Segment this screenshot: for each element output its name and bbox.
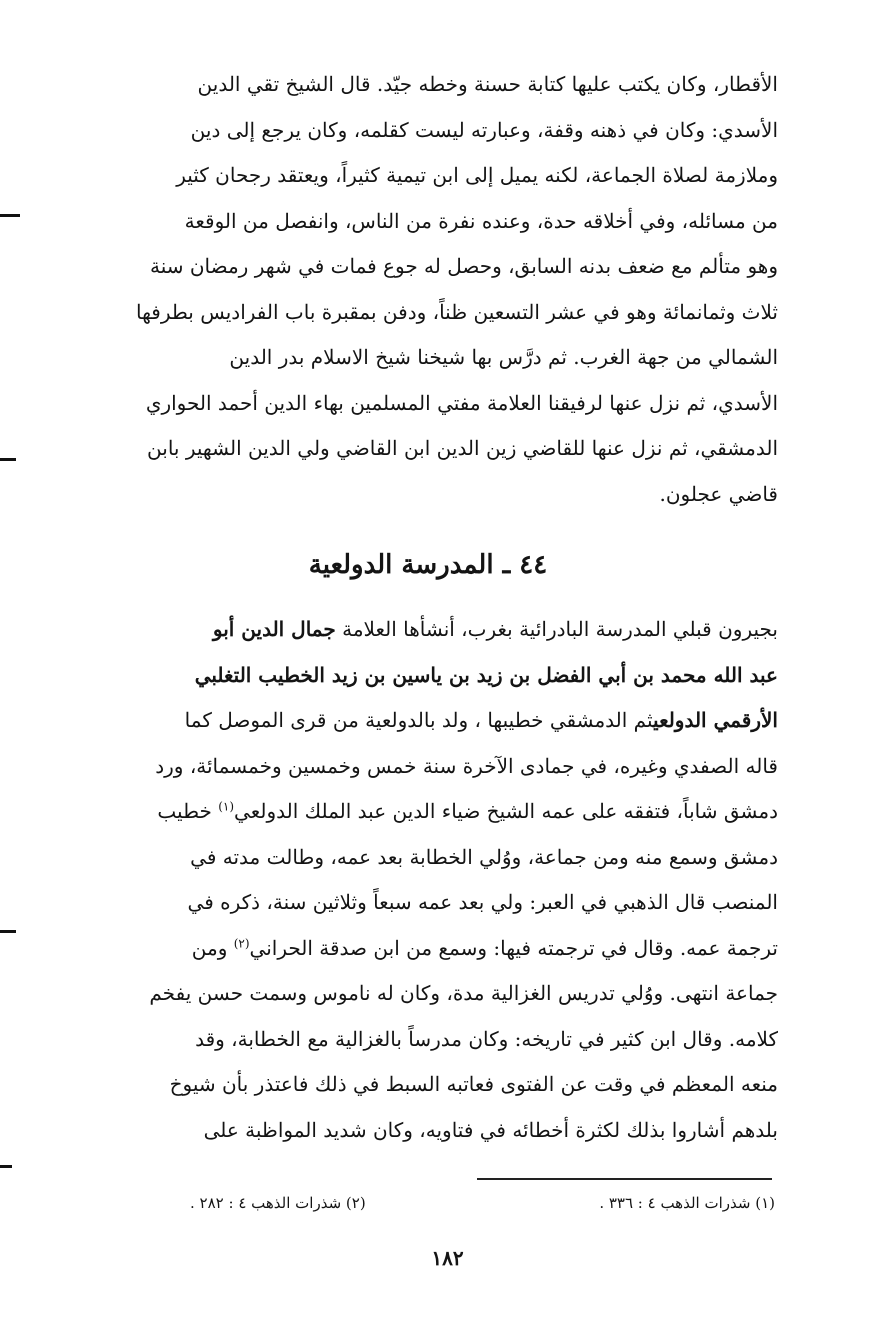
- bold-name: الأرقمي الدولعي: [653, 708, 778, 732]
- text-line: الأقطار، وكان يكتب عليها كتابة حسنة وخطه جيّد. قال الشيخ تقي الدين: [197, 72, 778, 96]
- text-line: الأسدي، ثم نزل عنها لرفيقنا العلامة مفتي المسلمين بهاء الدين أحمد الحواري: [145, 390, 778, 415]
- text-run: ومن: [191, 935, 234, 960]
- paragraph-continuation: [78, 62, 778, 517]
- text-line: من مسائله، وفي أخلاقه حدة، وعنده نفرة من الناس، وانفصل من الوقعة: [184, 208, 778, 233]
- section-heading: ٤٤ ـ المدرسة الدولعية: [308, 550, 548, 580]
- bold-name: جمال الدين أبو: [212, 617, 336, 641]
- margin-tick-mark: [0, 214, 20, 217]
- text-run: ترجمة عمه. وقال في ترجمته فيها: وسمع من ابن صدقة الحراني: [249, 935, 778, 960]
- page-number: ١٨٢: [431, 1246, 464, 1270]
- footnote-ref-2[interactable]: (٢): [233, 935, 250, 950]
- footnote-2: (٢) شذرات الذهب ٤ : ٢٨٢ .: [190, 1194, 366, 1212]
- margin-tick-mark: [0, 930, 16, 933]
- text-run: خطيب: [157, 799, 219, 823]
- text-line: [78, 789, 778, 835]
- footnote-ref-1[interactable]: (١): [218, 799, 235, 814]
- footnotes: [190, 1188, 775, 1222]
- margin-tick-mark: [0, 458, 16, 461]
- text-line: الدمشقي، ثم نزل عنها للقاضي زين الدين ابن القاضي ولي الدين الشهير بابن: [147, 436, 778, 460]
- section-body: [78, 607, 778, 1153]
- text-line: المنصب قال الذهبي في العبر: ولي بعد عمه سبعاً وثلاثين سنة، ذكره في: [187, 890, 778, 914]
- text-line: قاضي عجلون.: [659, 481, 778, 506]
- footnote-1: (١) شذرات الذهب ٤ : ٣٣٦ .: [599, 1194, 775, 1212]
- text-line: [78, 698, 778, 744]
- text-line: الشمالي من جهة الغرب. ثم درَّس بها شيخنا شيخ الاسلام بدر الدين: [229, 345, 778, 369]
- text-run: دمشق شاباً، فتفقه على عمه الشيخ ضياء الدين عبد الملك الدولعي: [234, 799, 778, 823]
- text-line: [78, 926, 778, 972]
- text-run: بجيرون قبلي المدرسة البادرائية بغرب، أنشأها العلامة: [335, 617, 778, 641]
- text-line: وملازمة لصلاة الجماعة، لكنه يميل إلى ابن تيمية كثيراً، ويعتقد رجحان كثير: [176, 163, 778, 187]
- margin-tick-mark: [0, 1165, 12, 1168]
- footnote-divider: [477, 1178, 772, 1180]
- text-run: ثم الدمشقي خطيبها ، ولد بالدولعية من قرى الموصل كما: [184, 708, 654, 732]
- bold-name-line: عبد الله محمد بن أبي الفضل بن زيد بن ياسين بن زيد الخطيب التغلبي: [194, 662, 778, 687]
- text-line: الأسدي: وكان في ذهنه وقفة، وعبارته ليست كقلمه، وكان يرجع إلى دين: [190, 117, 778, 142]
- text-line: بلدهم أشاروا بذلك لكثرة أخطائه في فتاويه، وكان شديد المواظبة على: [203, 1117, 778, 1142]
- text-line: منعه المعظم في وقت عن الفتوى فعاتبه السبط في ذلك فاعتذر بأن شيوخ: [169, 1072, 778, 1096]
- text-line: [78, 607, 778, 653]
- text-line: كلامه. وقال ابن كثير في تاريخه: وكان مدرساً بالغزالية مع الخطابة، وقد: [195, 1026, 778, 1051]
- text-line: قاله الصفدي وغيره، في جمادى الآخرة سنة خمس وخمسين وخمسمائة، ورد: [155, 753, 778, 778]
- text-line: جماعة انتهى. ووُلي تدريس الغزالية مدة، وكان له ناموس وسمت حسن يفخم: [149, 981, 778, 1005]
- text-line: وهو متألم مع ضعف بدنه السابق، وحصل له جوع فمات في شهر رمضان سنة: [149, 254, 778, 278]
- text-line: ثلاث وثمانمائة وهو في عشر التسعين ظناً، ودفن بمقبرة باب الفراديس بطرفها: [135, 299, 778, 324]
- text-line: دمشق وسمع منه ومن جماعة، ووُلي الخطابة بعد عمه، وطالت مدته في: [190, 844, 778, 869]
